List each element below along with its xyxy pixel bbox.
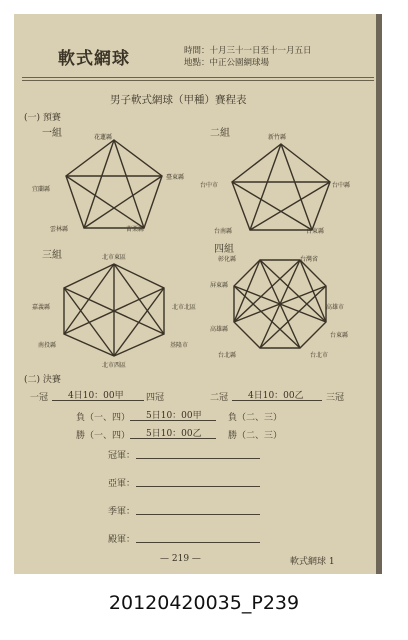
- g2-team-left: 台中市: [200, 182, 219, 189]
- g3-team-lower-left: 南投縣: [38, 342, 57, 349]
- place-fourth-line: [136, 542, 260, 543]
- group-3-diagram: [58, 260, 170, 364]
- g3-team-bottom: 北市西區: [102, 362, 127, 369]
- final-row2-match: 5日10：00甲: [146, 411, 202, 421]
- final-row2-left: 負（一、四）: [76, 413, 131, 423]
- page-number: — 219 —: [160, 554, 201, 564]
- group-2-label: 二組: [210, 128, 230, 139]
- group-1-diagram: [54, 132, 174, 236]
- group-4-label: 四組: [214, 244, 234, 255]
- g3-team-left: 嘉義縣: [32, 304, 51, 311]
- pentagon-diagram: [226, 138, 336, 234]
- final-row3-right: 勝（二、三）: [228, 431, 283, 441]
- g4-team-4: 高雄市: [326, 304, 345, 311]
- g1-team-left: 宜蘭縣: [32, 186, 51, 193]
- g1-team-bottom-left: 雲林縣: [50, 226, 69, 233]
- final-row1-left: 一冠: [30, 393, 49, 403]
- g4-team-3: 屏東縣: [210, 282, 229, 289]
- group-2-diagram: [226, 138, 336, 238]
- group-1-label: 一組: [42, 128, 62, 139]
- place-runnerup-line: [136, 486, 260, 487]
- final-row1-right: 三冠: [326, 393, 345, 403]
- final-row1-left2: 二冠: [210, 393, 229, 403]
- final-row1-match2: 4日10：00乙: [248, 391, 304, 401]
- book-page: [14, 14, 382, 574]
- place-champion-line: [136, 458, 260, 459]
- place-runnerup-label: 亞軍：: [108, 479, 136, 489]
- final-row1-match: 4日10：00甲: [68, 391, 124, 401]
- prelim-heading: (一) 預賽: [24, 113, 61, 123]
- final-row3-match: 5日10：00乙: [146, 429, 202, 439]
- title-rule-top: [22, 77, 374, 78]
- g1-team-bottom-right: 苗栗縣: [126, 226, 145, 233]
- page-edge: [376, 14, 382, 574]
- finals-heading: (二) 決賽: [24, 375, 61, 385]
- pentagon-diagram: [54, 132, 174, 232]
- g4-team-8: 台北市: [310, 352, 329, 359]
- g2-team-bottom-left: 台南縣: [214, 228, 233, 235]
- final-row1-mid: 四冠: [146, 393, 165, 403]
- schedule-place: 地點：中正公園網球場: [184, 58, 270, 68]
- hexagon-diagram: [58, 260, 170, 360]
- g4-team-2: 台灣省: [300, 256, 319, 263]
- g4-team-7: 台北縣: [218, 352, 237, 359]
- page-title: 軟式網球: [58, 49, 130, 69]
- schedule-subtitle: 男子軟式網球（甲種）賽程表: [110, 94, 247, 106]
- title-rule-bottom: [22, 80, 374, 81]
- g1-team-right: 臺東縣: [166, 174, 185, 181]
- g4-team-6: 台東縣: [330, 332, 349, 339]
- octagon-diagram: [230, 256, 330, 352]
- g2-team-bottom-right: 台東縣: [306, 228, 325, 235]
- place-champion-label: 冠軍：: [108, 451, 136, 461]
- g2-team-right: 台中縣: [332, 182, 351, 189]
- place-third-line: [136, 514, 260, 515]
- place-third-label: 季軍：: [108, 507, 136, 517]
- g3-team-right: 北市北區: [172, 304, 197, 311]
- image-caption: 20120420035_P239: [108, 592, 300, 614]
- section-name: 軟式網球 1: [290, 557, 335, 567]
- g1-team-top: 花蓮縣: [94, 134, 113, 141]
- final-row3-left: 勝（一、四）: [76, 431, 131, 441]
- final-row2-right: 負（二、三）: [228, 413, 283, 423]
- g4-team-1: 彰化縣: [218, 256, 237, 263]
- g2-team-top: 新竹縣: [268, 134, 287, 141]
- place-fourth-label: 殿軍：: [108, 535, 136, 545]
- g4-team-5: 高雄縣: [210, 326, 229, 333]
- group-3-label: 三組: [42, 250, 62, 261]
- g3-team-lower-right: 基隆市: [170, 342, 189, 349]
- schedule-time: 時間：十月三十一日至十一月五日: [184, 46, 312, 56]
- g3-team-top: 北市東區: [102, 254, 127, 261]
- group-4-diagram: [230, 256, 330, 356]
